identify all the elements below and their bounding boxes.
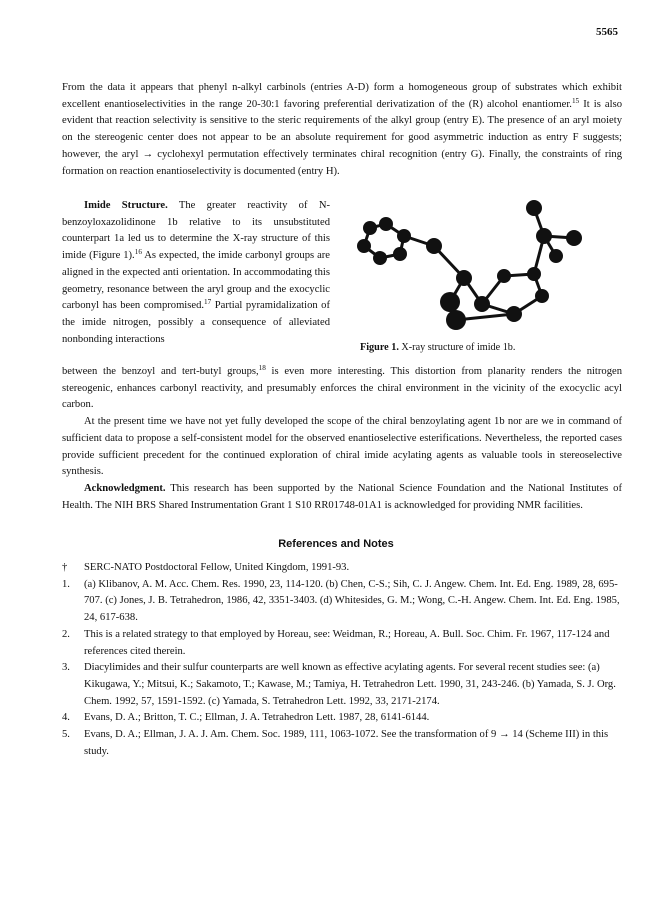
intro-paragraph [62,80,622,180]
imide-heading: Imide Structure. [84,200,168,211]
imide-structure-block [62,198,330,348]
reference-text: Evans, D. A.; Ellman, J. A. J. Am. Chem. Soc. 1989, 111, 1063-1072. See the transformation of 9 → 14 (Scheme III) in this study. [84,729,609,757]
imide-text-c: Partial pyramidalization of the imide nitrogen, possibly a consequence of alleviated nonbonding interactions [62,300,330,345]
intro-text-b: It is also evident that reaction selectivity is sensitive to the steric requirements of the alkyl group (entry E). The presence of an aryl moiety on the stereogenic center does not appear to be an absolute requirement for good asymmetric induction as entry F suggests; however, the aryl → cyclohexyl permutation effectively terminates chiral recognition (entry G). Finally, the constraints of ring formation on reaction enantioselectivity is documented (entry H). [62,98,622,177]
reference-number: 3. [62,662,70,674]
imide-paragraph [62,198,330,348]
reference-number: † [62,562,68,573]
intro-paragraph-block [62,80,622,180]
reference-item [62,727,622,760]
imide-continue-b: is even more interesting. This distortion from planarity renders the nitrogen stereogenic, enhances carbonyl reactivity, and presumably enforces the chiral environment in the vicinity of the exocyclic acyl carbon. [62,366,622,411]
figure-caption [360,342,515,353]
reference-number: 4. [62,712,70,724]
acknowledgment-paragraph [62,481,622,514]
page-number: 5565 [596,26,618,38]
reference-number: 1. [62,578,70,590]
imide-text-a: The greater reactivity of N-benzoyloxazolidinone 1b relative to its unsubstituted counterpart 1a led us to determine the X-ray structure of this imide (Figure 1). [62,200,330,262]
footnote-marker-17: 17 [204,298,212,307]
reference-text: This is a related strategy to that employed by Horeau, see: Weidman, R.; Horeau, A. Bull. Soc. Chim. Fr. 1967, 117-124 and references cited therein. [84,628,610,657]
scope-paragraph: At the present time we have not yet fully developed the scope of the chiral benzoylating agent 1b nor are we in command of sufficient data to propose a self-consistent model for the observed enantioselective esterifications. Nevertheless, the reported cases provide sufficient precedent for the continued exploration of chiral imide acylating agents as valuable tools in stereoselective synthesis. [62,416,622,478]
figure-caption-label: Figure 1. [360,342,399,353]
reference-text: Diacylimides and their sulfur counterparts are well known as effective acylating agents. For several recent studies see: (a) Kikugawa, Y.; Mitsui, K.; Sakamoto, T.; Kawase, M.; Tamiya, H. Tetrahedron Lett. 1990, 31, 243-246. (b) Yamada, S. J. Org. Chem. 1992, 57, 1591-1592. (c) Yamada, S. Tetrahedron Lett. 1992, 33, 2171-2174. [84,662,616,707]
reference-item [62,627,622,660]
figure-1 [334,196,620,364]
imide-continue-a: between the benzoyl and tert-butyl groups, [62,366,259,377]
footnote-marker-18: 18 [258,364,266,372]
acknowledgment-heading: Acknowledgment. [84,482,166,494]
intro-text-a: From the data it appears that phenyl n-alkyl carbinols (entries A-D) form a homogeneous group of substrates which exhibit excellent enantioselectivities in the range 20-30:1 favoring preferential derivatization of the (R) alcohol enantiomer. [62,82,622,110]
reference-item [62,710,622,727]
xray-structure-figure [334,196,620,356]
reference-item [62,560,622,577]
reference-item [62,660,622,710]
imide-continuation [62,364,622,414]
imide-continuation-block [62,364,622,514]
reference-number: 2. [62,628,70,640]
acknowledgment-text: This research has been supported by the National Science Foundation and the National Institutes of Health. The NIH BRS Shared Instrumentation Grant 1 S10 RR01748-01A1 is acknowledged for providing NMR facilities. [62,482,622,511]
figure-caption-text: X-ray structure of imide 1b. [398,342,516,353]
reference-number: 5. [62,729,70,741]
footnote-marker-15: 15 [571,96,580,105]
references-heading: References and Notes [278,538,394,550]
reference-item [62,577,622,627]
reference-text: SERC-NATO Postdoctoral Fellow, United Kingdom, 1991-93. [84,562,350,573]
reference-text: (a) Klibanov, A. M. Acc. Chem. Res. 1990, 23, 114-120. (b) Chen, C-S.; Sih, C. J. Angew. Chem. Int. Ed. Eng. 1989, 28, 695-707. (c) Jones, J. B. Tetrahedron, 1986, 42, 3351-3403. (d) Whitesides, G. M.; Wong, C.-H. Angew. Chem. Int. Ed. Eng. 1985, 24, 617-638. [84,578,620,624]
reference-text: Evans, D. A.; Britton, T. C.; Ellman, J. A. Tetrahedron Lett. 1987, 28, 6141-6144. [84,712,430,724]
references-list [62,560,622,760]
imide-text-b: As expected, the imide carbonyl groups are aligned in the expected anti orientation. In accommodating this geometry, resonance between the aryl group and the exocyclic carbonyl has been compromised. [62,250,330,312]
footnote-marker-16: 16 [134,248,142,257]
